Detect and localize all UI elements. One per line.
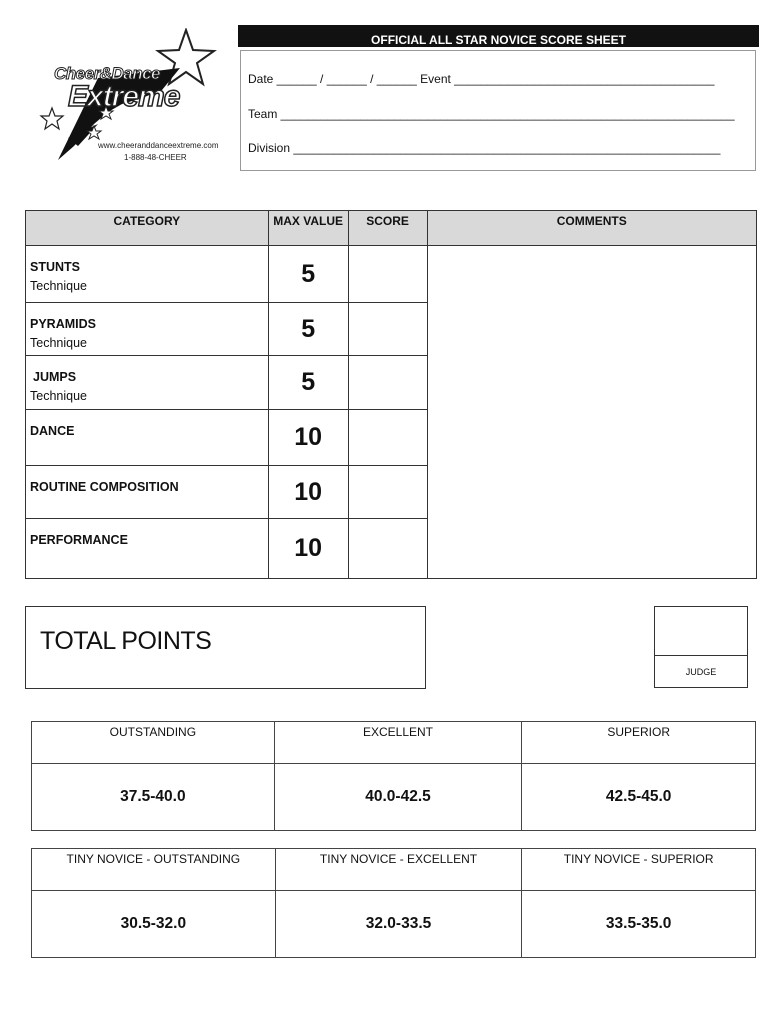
table-header-row (26, 211, 757, 246)
brand-logo (38, 28, 228, 168)
range-value: 37.5-40.0 (32, 764, 275, 831)
score-cell[interactable] (348, 303, 427, 356)
judge-label: JUDGE (685, 667, 717, 677)
range-value: 42.5-45.0 (522, 764, 756, 831)
range-label: TINY NOVICE - OUTSTANDING (32, 849, 276, 891)
max-value-cell: 10 (268, 466, 348, 519)
max-value-header: MAX VALUE (268, 211, 348, 246)
logo-brand-line2: Extreme (68, 80, 180, 113)
range-value: 33.5-35.0 (522, 891, 756, 958)
score-cell[interactable] (348, 466, 427, 519)
range-header-row (32, 849, 756, 891)
score-table (25, 210, 757, 579)
category-sub: Technique (30, 336, 87, 350)
category-name: STUNTS (30, 260, 80, 274)
judge-box[interactable] (654, 606, 748, 688)
category-name: JUMPS (33, 370, 77, 384)
score-cell[interactable] (348, 519, 427, 579)
comments-cell[interactable] (427, 246, 756, 579)
category-name: PERFORMANCE (30, 533, 128, 547)
score-cell[interactable] (348, 356, 427, 410)
category-name: DANCE (30, 424, 75, 438)
range-value-row (32, 891, 756, 958)
category-name: ROUTINE COMPOSITION (30, 480, 179, 494)
max-value-cell: 5 (268, 356, 348, 410)
category-cell (26, 519, 269, 579)
category-cell (26, 466, 269, 519)
logo-website: www.cheeranddanceextreme.com (98, 141, 219, 150)
max-value-cell: 10 (268, 519, 348, 579)
range-value: 30.5-32.0 (32, 891, 276, 958)
max-value-cell: 5 (268, 246, 348, 303)
score-range-table (31, 721, 756, 831)
sheet-title: OFFICIAL ALL STAR NOVICE SCORE SHEET (238, 25, 759, 47)
logo-brand-line1: Cheer&Dance (54, 64, 160, 83)
range-value: 32.0-33.5 (275, 891, 522, 958)
range-label: OUTSTANDING (32, 722, 275, 764)
judge-divider (655, 655, 747, 656)
category-sub: Technique (30, 389, 87, 403)
category-cell (26, 246, 269, 303)
range-header-row (32, 722, 756, 764)
division-field[interactable]: Division ________________________________________________________________ (248, 141, 721, 155)
category-cell (26, 303, 269, 356)
total-points-label: TOTAL POINTS (40, 627, 212, 655)
total-points-box[interactable] (25, 606, 426, 689)
category-sub: Technique (30, 279, 87, 293)
max-value-cell: 10 (268, 410, 348, 466)
category-cell (26, 356, 269, 410)
range-label: TINY NOVICE - EXCELLENT (275, 849, 522, 891)
range-value: 40.0-42.5 (274, 764, 522, 831)
team-field[interactable]: Team ____________________________________________________________________ (248, 107, 735, 121)
comments-header: COMMENTS (427, 211, 756, 246)
score-cell[interactable] (348, 246, 427, 303)
table-row (26, 246, 757, 303)
date-event-field[interactable]: Date ______ / ______ / ______ Event _______________________________________ (248, 72, 715, 86)
range-value-row (32, 764, 756, 831)
range-label: TINY NOVICE - SUPERIOR (522, 849, 756, 891)
category-header: CATEGORY (26, 211, 269, 246)
category-name: PYRAMIDS (30, 317, 96, 331)
max-value-cell: 5 (268, 303, 348, 356)
event-info-box (240, 50, 756, 171)
score-cell[interactable] (348, 410, 427, 466)
range-label: EXCELLENT (274, 722, 522, 764)
tiny-range-table (31, 848, 756, 958)
category-cell (26, 410, 269, 466)
logo-phone: 1-888-48-CHEER (124, 153, 187, 162)
range-label: SUPERIOR (522, 722, 756, 764)
score-header: SCORE (348, 211, 427, 246)
